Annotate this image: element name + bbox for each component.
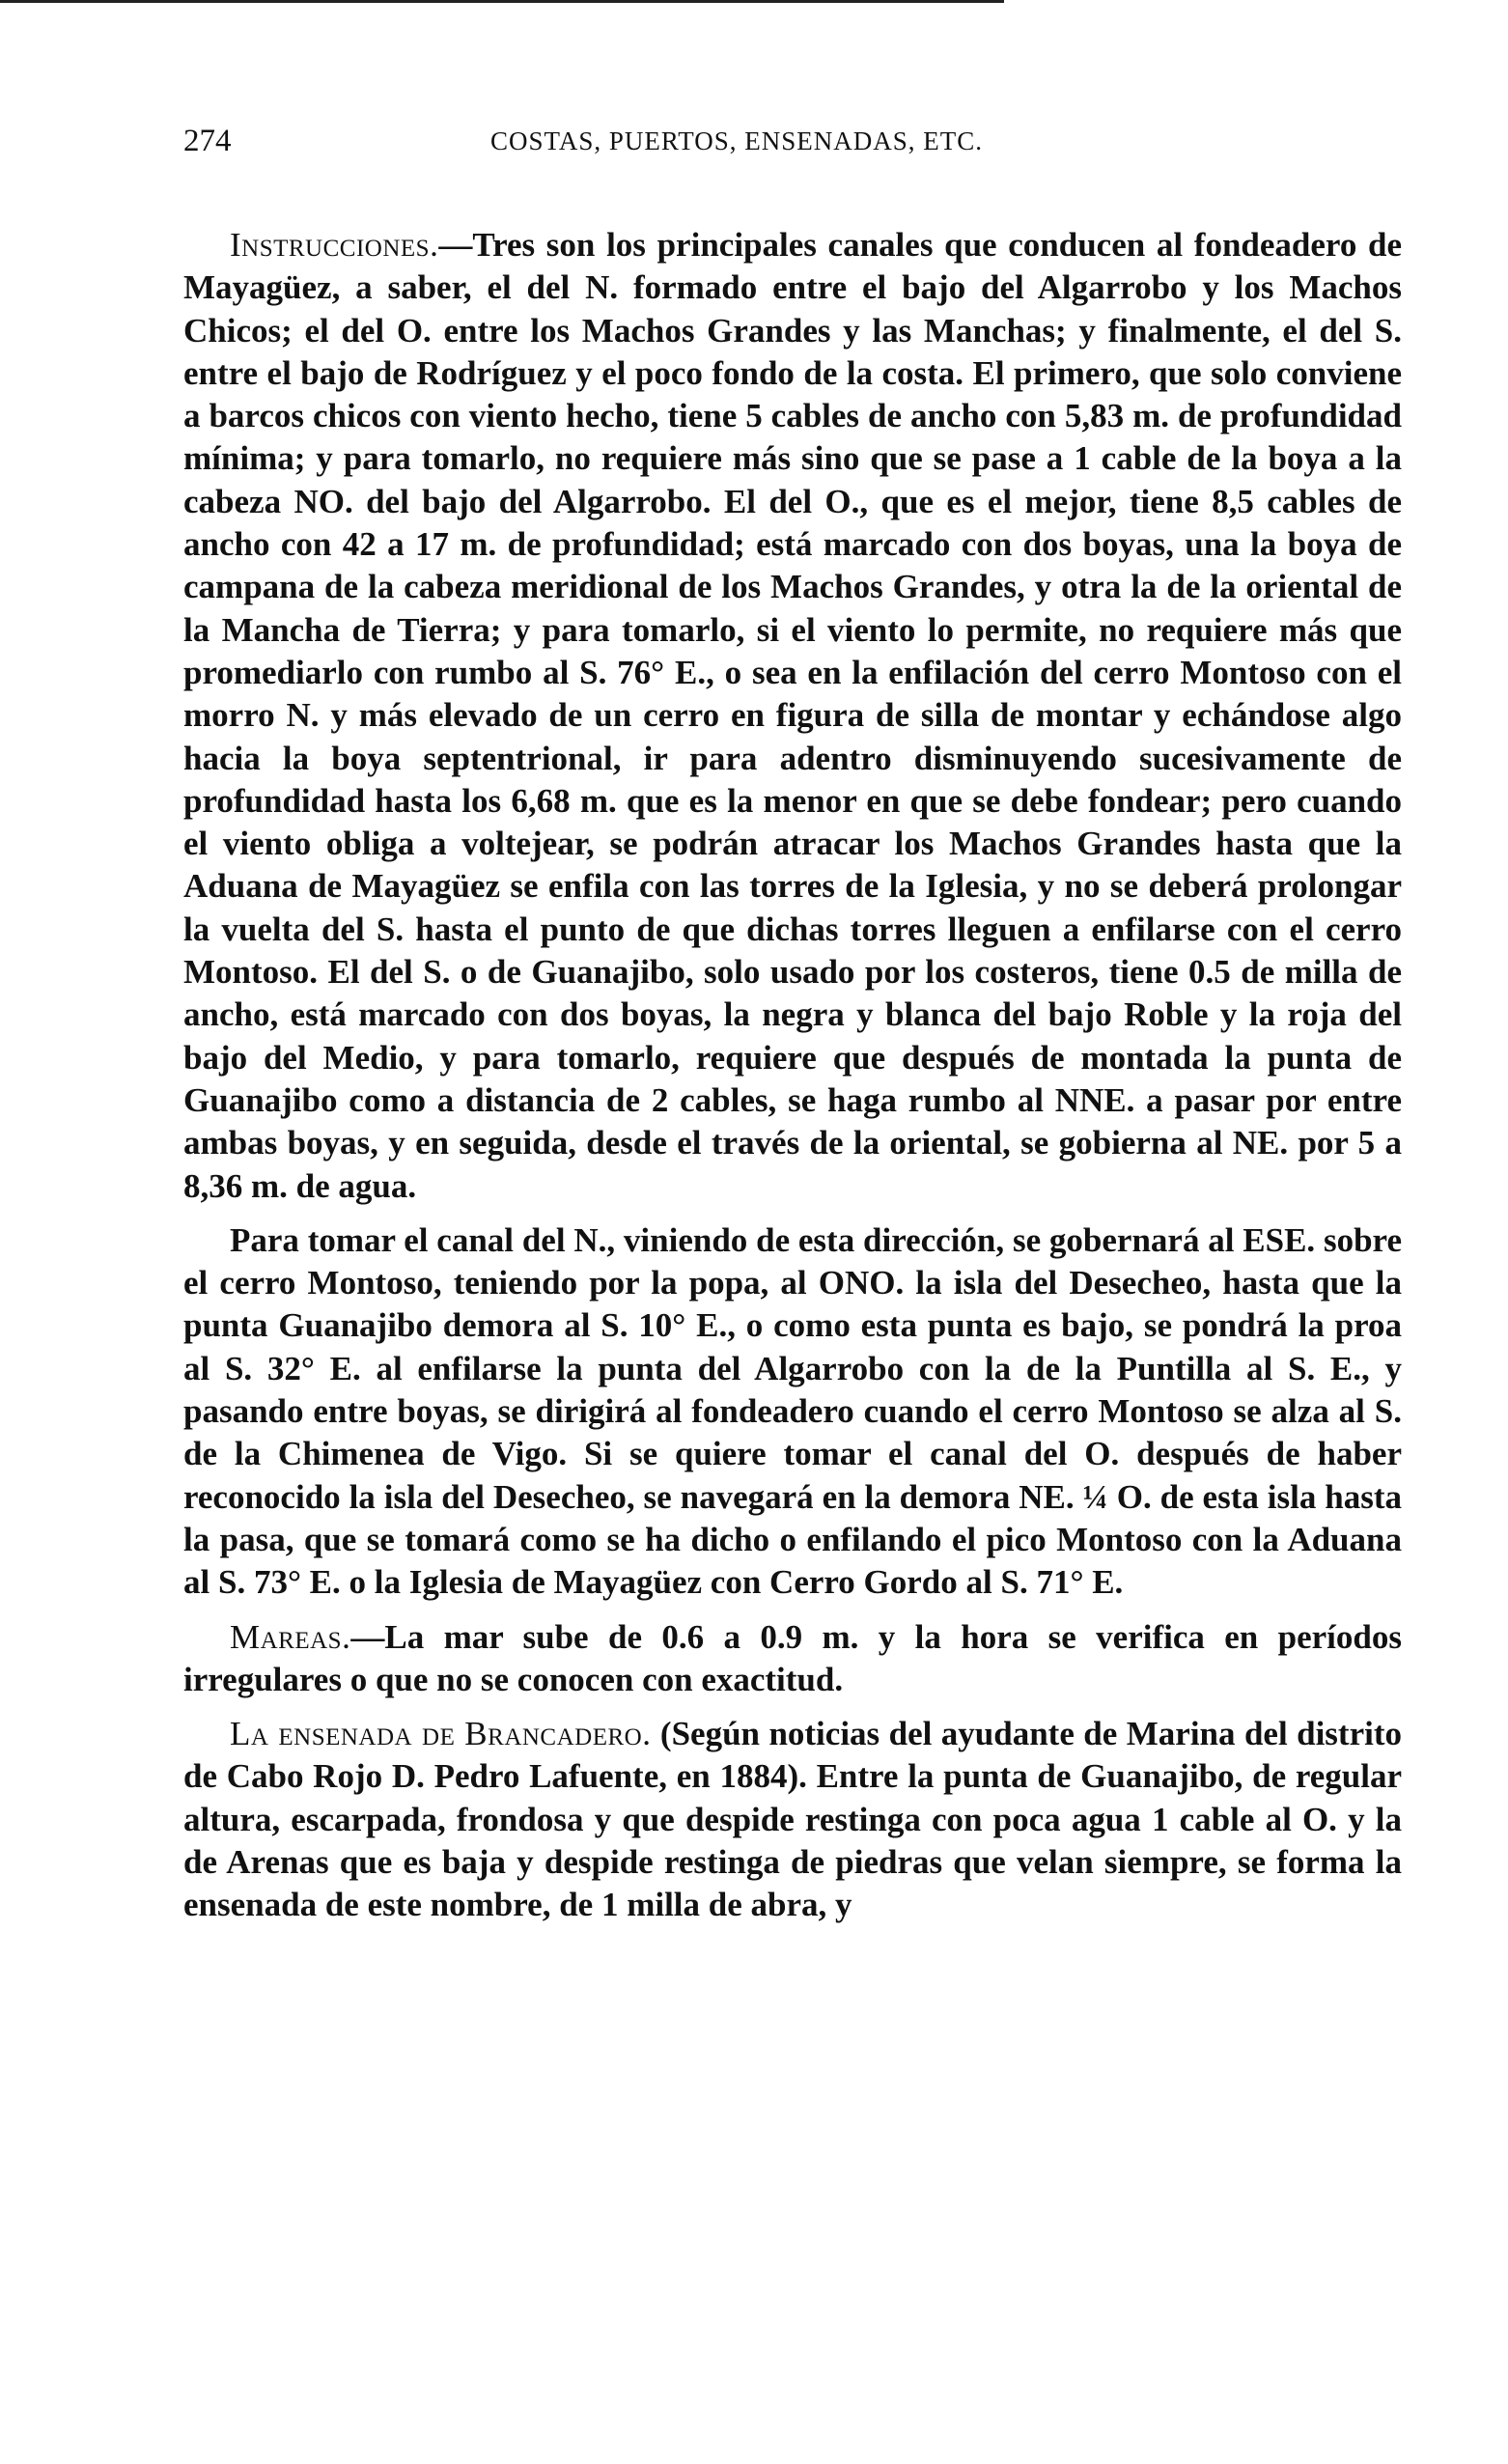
body-text [183, 224, 1402, 1927]
paragraph-text: —Tres son los principales canales que conducen al fondeadero de Mayagüez, a saber, el del N. formado entre el bajo del Algarrobo y los Machos Chicos; el del O. entre los Machos Grandes y las Manchas; y finalmente, el del S. entre el bajo de Rodríguez y el poco fondo de la costa. El primero, que solo conviene a barcos chicos con viento hecho, tiene 5 cables de ancho con 5,83 m. de profundidad mínima; y para tomarlo, no requiere más sino que se pase a 1 cable de la boya a la cabeza NO. del bajo del Algarrobo. El del O., que es el mejor, tiene 8,5 cables de ancho con 42 a 17 m. de profundidad; está marcado con dos boyas, una la boya de campana de la cabeza meridional de los Machos Grandes, y otra la de la oriental de la Mancha de Tierra; y para tomarlo, si el viento lo permite, no requiere más que promediarlo con rumbo al S. 76° E., o sea en la enfilación del cerro Montoso con el morro N. y más elevado de un cerro en figura de silla de montar y echándose algo hacia la boya septentrional, ir para adentro disminuyendo sucesivamente de profundidad hasta los 6,68 m. que es la menor en que se debe fondear; pero cuando el viento obliga a voltejear, se podrán atracar los Machos Grandes hasta que la Aduana de Mayagüez se enfila con las torres de la Iglesia, y no se deberá prolongar la vuelta del S. hasta el punto de que dichas torres lleguen a enfilarse con el cerro Montoso. El del S. o de Guanajibo, solo usado por los costeros, tiene 0.5 de milla de ancho, está marcado con dos boyas, la negra y blanca del bajo Roble y la roja del bajo del Medio, y para tomarlo, requiere que después de montada la punta de Guanajibo como a distancia de 2 cables, se haga rumbo al NNE. a pasar por entre ambas boyas, y en seguida, desde el través de la oriental, se gobierna al NE. por 5 a 8,36 m. de agua. [183, 226, 1402, 1205]
paragraph-mareas [183, 1616, 1402, 1702]
paragraph-text: —La mar sube de 0.6 a 0.9 m. y la hora se verifica en períodos irregulares o que no se conocen con exactitud. [183, 1617, 1402, 1698]
paragraph-text: (Según noticias del ayudante de Marina del distrito de Cabo Rojo D. Pedro Lafuente, en 1884). Entre la punta de Guanajibo, de regular altura, escarpada, frondosa y que despide restinga con poca agua 1 cable al O. y la de Arenas que es baja y despide restinga de piedras que velan siempre, se forma la ensenada de este nombre, de 1 milla de abra, y [183, 1715, 1402, 1924]
paragraph-lead: Mareas. [230, 1617, 351, 1656]
paragraph-canal-norte [183, 1219, 1402, 1605]
top-rule [0, 0, 1004, 3]
page-number: 274 [183, 124, 232, 158]
running-title: COSTAS, PUERTOS, ENSENADAS, ETC. [490, 126, 984, 155]
paragraph-instrucciones [183, 224, 1402, 1208]
running-head [183, 112, 1402, 170]
book-page [183, 112, 1402, 1939]
paragraph-lead: Instrucciones. [230, 226, 439, 264]
paragraph-text: Para tomar el canal del N., viniendo de esta dirección, se gobernará al ESE. sobre el cerro Montoso, teniendo por la popa, al ONO. la isla del Desecheo, hasta que la punta Guanajibo demora al S. 10° E., o como esta punta es bajo, se pondrá la proa al S. 32° E. al enfilarse la punta del Algarrobo con la de la Puntilla al S. E., y pasando entre boyas, se dirigirá al fondeadero cuando el cerro Montoso se alza al S. de la Chimenea de Vigo. Si se quiere tomar el canal del O. después de haber reconocido la isla del Desecheo, se navegará en la demora NE. ¼ O. de esta isla hasta la pasa, que se tomará como se ha dicho o enfilando el pico Montoso con la Aduana al S. 73° E. o la Iglesia de Mayagüez con Cerro Gordo al S. 71° E. [183, 1220, 1402, 1602]
paragraph-ensenada-brancadero [183, 1713, 1402, 1926]
paragraph-lead: La ensenada de Brancadero. [230, 1715, 652, 1753]
